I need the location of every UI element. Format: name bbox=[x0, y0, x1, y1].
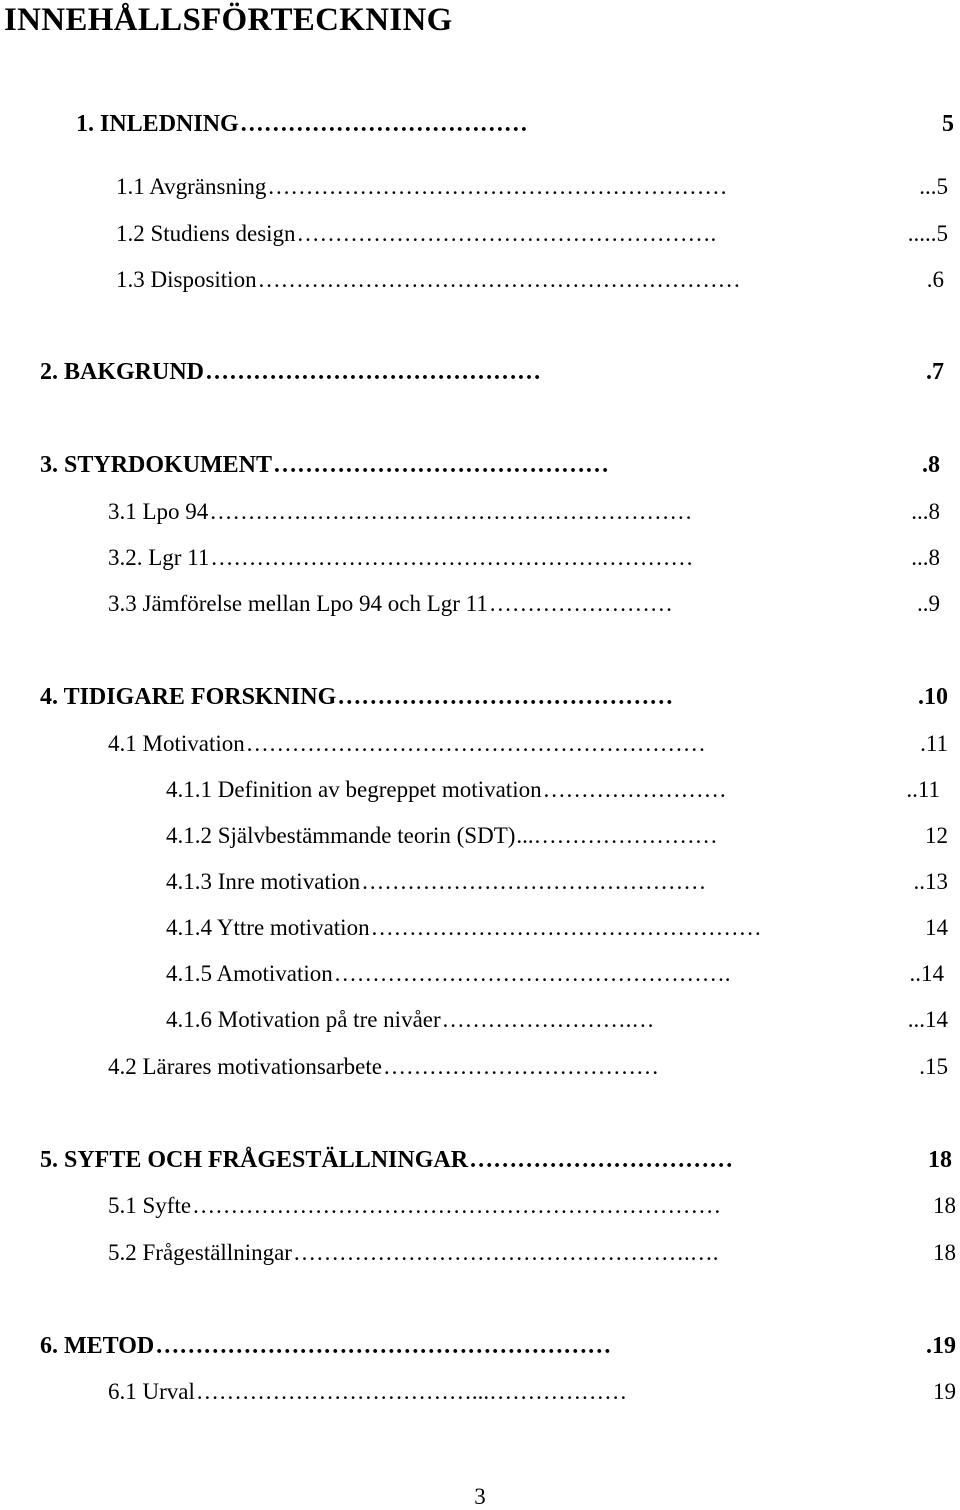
toc-entry-label: 4.1.2 Självbestämmande teorin (SDT) bbox=[166, 823, 516, 848]
toc-entry-leader: …………………………………… bbox=[337, 685, 674, 709]
toc-entry-leader: ………………………………………………. bbox=[296, 222, 717, 245]
toc-entry-page: .8 bbox=[922, 452, 940, 478]
toc-entry-label: 4.1 Motivation bbox=[108, 731, 245, 756]
toc-entry-page: 19 bbox=[933, 1379, 956, 1404]
toc-entry-leader: ...…………………… bbox=[516, 824, 718, 847]
toc-entry[interactable] bbox=[76, 112, 954, 144]
toc-entry-leader: …………………………………………….…. bbox=[292, 1241, 719, 1264]
toc-entry[interactable] bbox=[108, 1194, 956, 1225]
toc-entry[interactable] bbox=[40, 453, 940, 485]
toc-entry[interactable] bbox=[108, 592, 940, 623]
toc-entry[interactable] bbox=[166, 824, 948, 855]
toc-entry-page: 14 bbox=[925, 915, 948, 940]
toc-entry-page: ...5 bbox=[919, 174, 948, 199]
toc-entry[interactable] bbox=[116, 175, 948, 206]
toc-entry[interactable] bbox=[108, 1055, 948, 1086]
toc-entry[interactable] bbox=[108, 500, 940, 531]
toc-entry[interactable] bbox=[166, 962, 944, 993]
toc-entry-leader: …………………… bbox=[542, 778, 727, 801]
toc-entry[interactable] bbox=[166, 916, 948, 947]
toc-entry-page: .15 bbox=[919, 1054, 948, 1079]
toc-entry-leader: …………………………… bbox=[469, 1148, 734, 1172]
toc-entry[interactable] bbox=[166, 870, 948, 901]
toc-entry-label: 3.2. Lgr 11 bbox=[108, 545, 210, 570]
toc-entry-page: .6 bbox=[926, 267, 944, 292]
toc-entry-label: 1.1 Avgränsning bbox=[116, 174, 267, 199]
toc-entry-page: 18 bbox=[933, 1240, 956, 1265]
toc-entry[interactable] bbox=[166, 778, 940, 809]
toc-entry-page: .19 bbox=[926, 1333, 956, 1359]
toc-entry-leader: ………………………………………………… bbox=[155, 1334, 612, 1358]
toc-entry-page: ..13 bbox=[913, 869, 948, 894]
toc-entry-page: 18 bbox=[928, 1147, 952, 1173]
toc-entry-label: 4.1.4 Yttre motivation bbox=[166, 915, 370, 940]
toc-entry-page: ...14 bbox=[907, 1007, 948, 1032]
toc-entry-leader: …………………………………… bbox=[273, 453, 610, 477]
toc-entry-page: ..9 bbox=[917, 591, 940, 616]
toc-entry-page: .....5 bbox=[907, 221, 948, 246]
toc-entry-leader: ……………………………… bbox=[239, 112, 528, 136]
toc-entry-label: 4.2 Lärares motivationsarbete bbox=[108, 1054, 382, 1079]
toc-entry-label: 1. INLEDNING bbox=[76, 111, 239, 137]
toc-entry-leader: ……………………………………………………… bbox=[210, 546, 694, 569]
toc-entry[interactable] bbox=[108, 1380, 956, 1411]
toc-entry-page: ...8 bbox=[911, 499, 940, 524]
toc-entry[interactable] bbox=[108, 1241, 956, 1272]
toc-entry-page: .10 bbox=[918, 684, 948, 710]
page-number: 3 bbox=[474, 1484, 486, 1509]
toc-entry[interactable] bbox=[40, 685, 948, 717]
toc-entry-leader: …………………………………………………… bbox=[267, 175, 728, 198]
toc-entry[interactable] bbox=[166, 1008, 948, 1039]
toc-entry-leader: …………………… bbox=[488, 592, 673, 615]
toc-entry-leader: …………………………………………………… bbox=[245, 732, 706, 755]
toc-entry-leader: ……………………………………………………… bbox=[257, 268, 741, 291]
toc-entry-leader: …………………….… bbox=[441, 1008, 655, 1031]
toc-entry[interactable] bbox=[108, 546, 940, 577]
toc-entry-label: 1.3 Disposition bbox=[116, 267, 257, 292]
toc-entry-leader: …………………………………… bbox=[205, 360, 542, 384]
toc-entry-label: 5. SYFTE OCH FRÅGESTÄLLNINGAR bbox=[40, 1147, 469, 1173]
toc-entry-page: .7 bbox=[926, 359, 944, 385]
toc-entry-label: 6. METOD bbox=[40, 1333, 155, 1359]
page-title: INNEHÅLLSFÖRTECKNING bbox=[4, 2, 453, 38]
toc-entry-leader: ……………………………………………………… bbox=[209, 500, 693, 523]
toc-entry-label: 4.1.1 Definition av begreppet motivation bbox=[166, 777, 542, 802]
toc-entry[interactable] bbox=[116, 268, 944, 299]
toc-entry-label: 6.1 Urval bbox=[108, 1379, 195, 1404]
toc-entry[interactable] bbox=[40, 1148, 952, 1180]
toc-entry-page: ..14 bbox=[909, 961, 944, 986]
toc-entry[interactable] bbox=[116, 222, 948, 253]
toc-entry-page: ..11 bbox=[906, 777, 940, 802]
toc-entry[interactable] bbox=[108, 732, 948, 763]
toc-entry-leader: ……………………………………………. bbox=[333, 962, 731, 985]
toc-entry-leader: …………………………………………… bbox=[370, 916, 762, 939]
toc-entry-page: ...8 bbox=[911, 545, 940, 570]
toc-entry-label: 3. STYRDOKUMENT bbox=[40, 452, 273, 478]
toc-entry-label: 4.1.6 Motivation på tre nivåer bbox=[166, 1007, 441, 1032]
toc-entry-label: 4.1.5 Amotivation bbox=[166, 961, 333, 986]
toc-entry[interactable] bbox=[40, 360, 944, 392]
toc-entry-leader: …………………………………………………………… bbox=[192, 1194, 722, 1217]
toc-entry-label: 4. TIDIGARE FORSKNING bbox=[40, 684, 337, 710]
toc-entry-leader: ……………………………… bbox=[382, 1055, 659, 1078]
toc-entry-label: 4.1.3 Inre motivation bbox=[166, 869, 361, 894]
toc-entry-page: 18 bbox=[933, 1193, 956, 1218]
toc-entry-leader: ……………………………………… bbox=[361, 870, 707, 893]
toc-entry-page: 12 bbox=[925, 823, 948, 848]
toc-entry-page: 5 bbox=[942, 111, 954, 137]
toc-entry-page: .11 bbox=[920, 731, 948, 756]
toc-entry-leader: ………………………………...……………… bbox=[195, 1380, 628, 1403]
toc-entry-label: 2. BAKGRUND bbox=[40, 359, 205, 385]
toc-entry[interactable] bbox=[40, 1334, 956, 1366]
toc-entry-label: 3.3 Jämförelse mellan Lpo 94 och Lgr 11 bbox=[108, 591, 488, 616]
toc-entry-label: 3.1 Lpo 94 bbox=[108, 499, 209, 524]
toc-entry-label: 5.1 Syfte bbox=[108, 1193, 192, 1218]
toc-entry-label: 5.2 Frågeställningar bbox=[108, 1240, 292, 1265]
toc-entry-label: 1.2 Studiens design bbox=[116, 221, 296, 246]
